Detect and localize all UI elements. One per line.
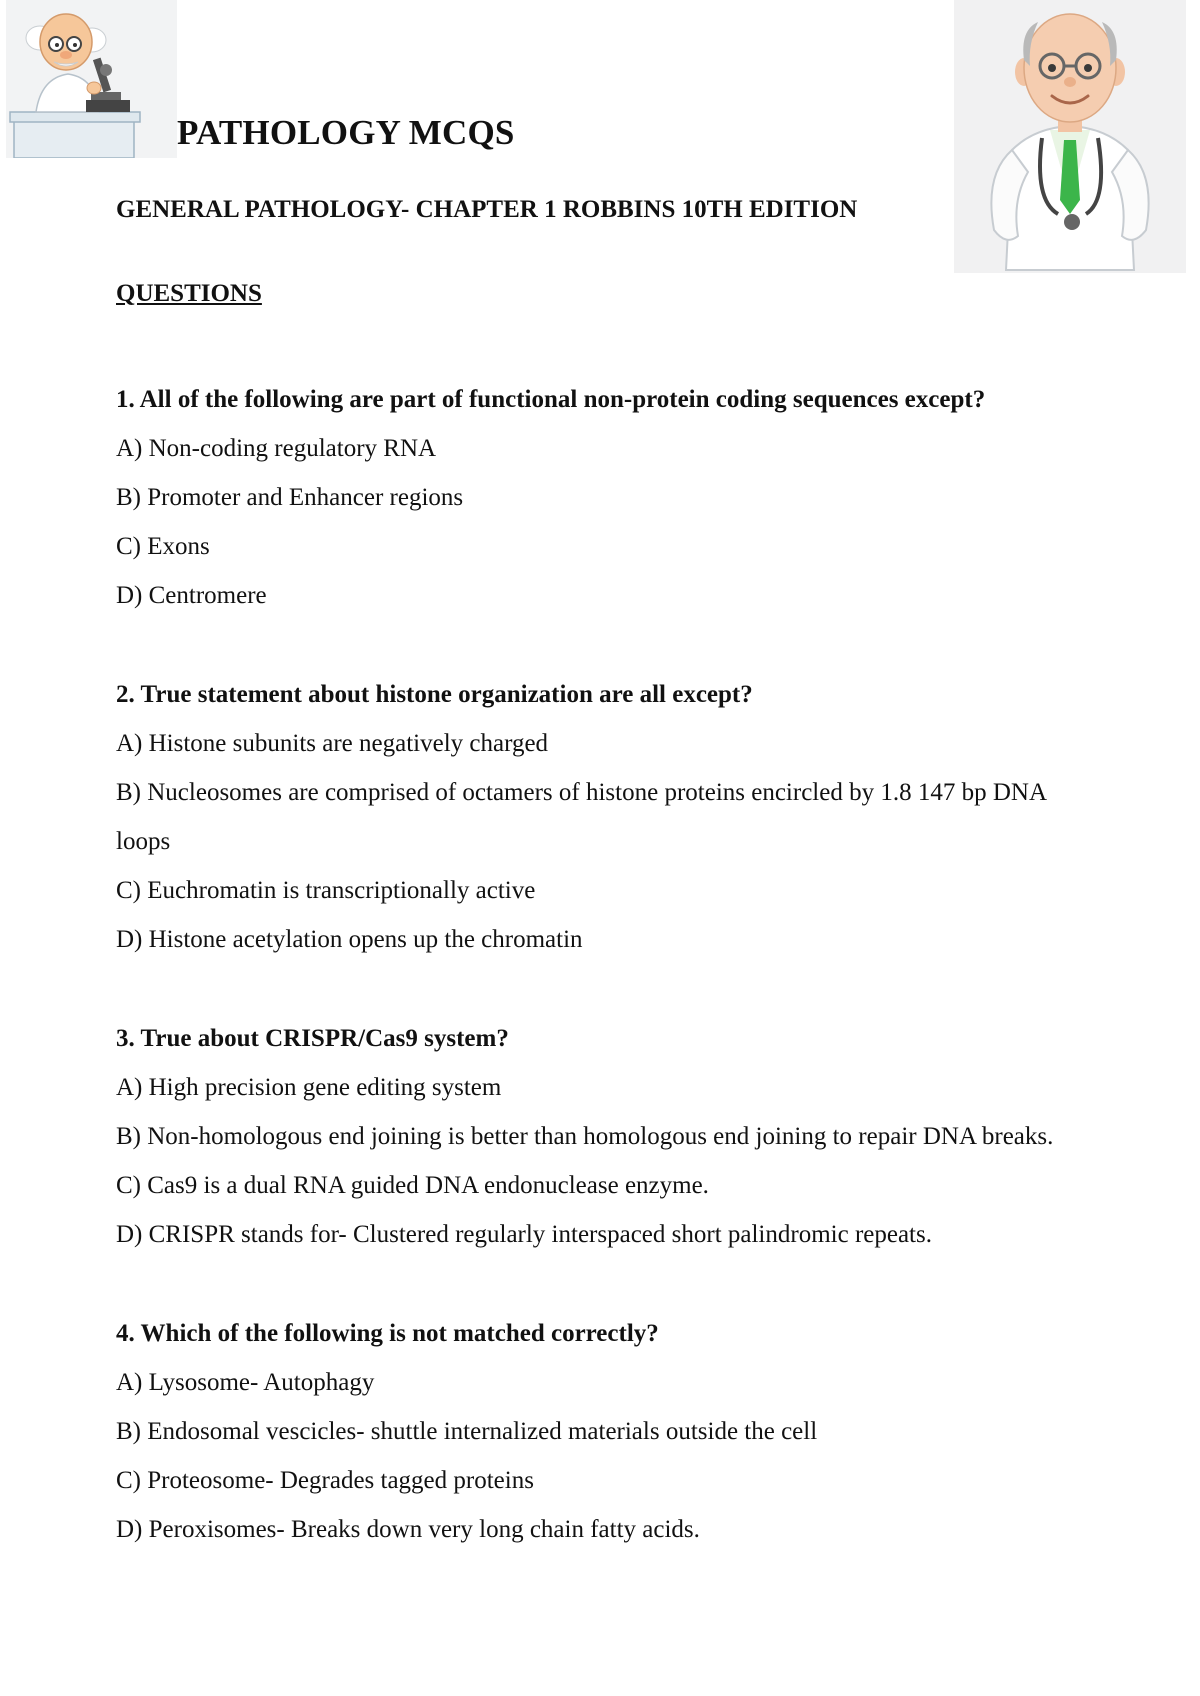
question-text: 1. All of the following are part of functional non-protein coding sequences except?	[116, 386, 986, 413]
questions-heading: QUESTIONS	[116, 280, 262, 307]
answer-option: D) CRISPR stands for- Clustered regularly interspaced short palindromic repeats.	[116, 1221, 932, 1248]
answer-option: C) Exons	[116, 533, 210, 560]
question-item	[116, 375, 1106, 620]
answer-option: B) Nucleosomes are comprised of octamers of histone proteins encircled by 1.8 147 bp DNA loops	[116, 779, 1046, 855]
question-item	[116, 1309, 1106, 1554]
answer-option: D) Peroxisomes- Breaks down very long chain fatty acids.	[116, 1516, 700, 1543]
chapter-subtitle: GENERAL PATHOLOGY- CHAPTER 1 ROBBINS 10TH EDITION	[116, 196, 858, 223]
answer-option: A) Histone subunits are negatively charged	[116, 730, 549, 757]
page-title: PATHOLOGY MCQS	[177, 113, 515, 152]
answer-option: C) Euchromatin is transcriptionally active	[116, 877, 536, 904]
answer-option: C) Proteosome- Degrades tagged proteins	[116, 1467, 534, 1494]
question-text: 2. True statement about histone organization are all except?	[116, 681, 753, 708]
question-item	[116, 1014, 1106, 1259]
question-list	[116, 375, 1106, 1604]
answer-option: A) Non-coding regulatory RNA	[116, 435, 437, 462]
answer-option: A) Lysosome- Autophagy	[116, 1369, 375, 1396]
answer-option: C) Cas9 is a dual RNA guided DNA endonuclease enzyme.	[116, 1172, 709, 1199]
question-item	[116, 670, 1106, 964]
answer-option: D) Histone acetylation opens up the chromatin	[116, 926, 583, 953]
answer-option: B) Non-homologous end joining is better than homologous end joining to repair DNA breaks.	[116, 1123, 1054, 1150]
answer-option: B) Promoter and Enhancer regions	[116, 484, 464, 511]
scientist-microscope-illustration	[6, 0, 177, 158]
scientist-microscope-icon	[6, 0, 177, 158]
doctor-stethoscope-icon	[954, 0, 1186, 273]
question-text: 4. Which of the following is not matched correctly?	[116, 1320, 659, 1347]
doctor-illustration	[954, 0, 1186, 273]
answer-option: B) Endosomal vescicles- shuttle internalized materials outside the cell	[116, 1418, 818, 1445]
question-text: 3. True about CRISPR/Cas9 system?	[116, 1025, 509, 1052]
answer-option: D) Centromere	[116, 582, 267, 609]
answer-option: A) High precision gene editing system	[116, 1074, 502, 1101]
